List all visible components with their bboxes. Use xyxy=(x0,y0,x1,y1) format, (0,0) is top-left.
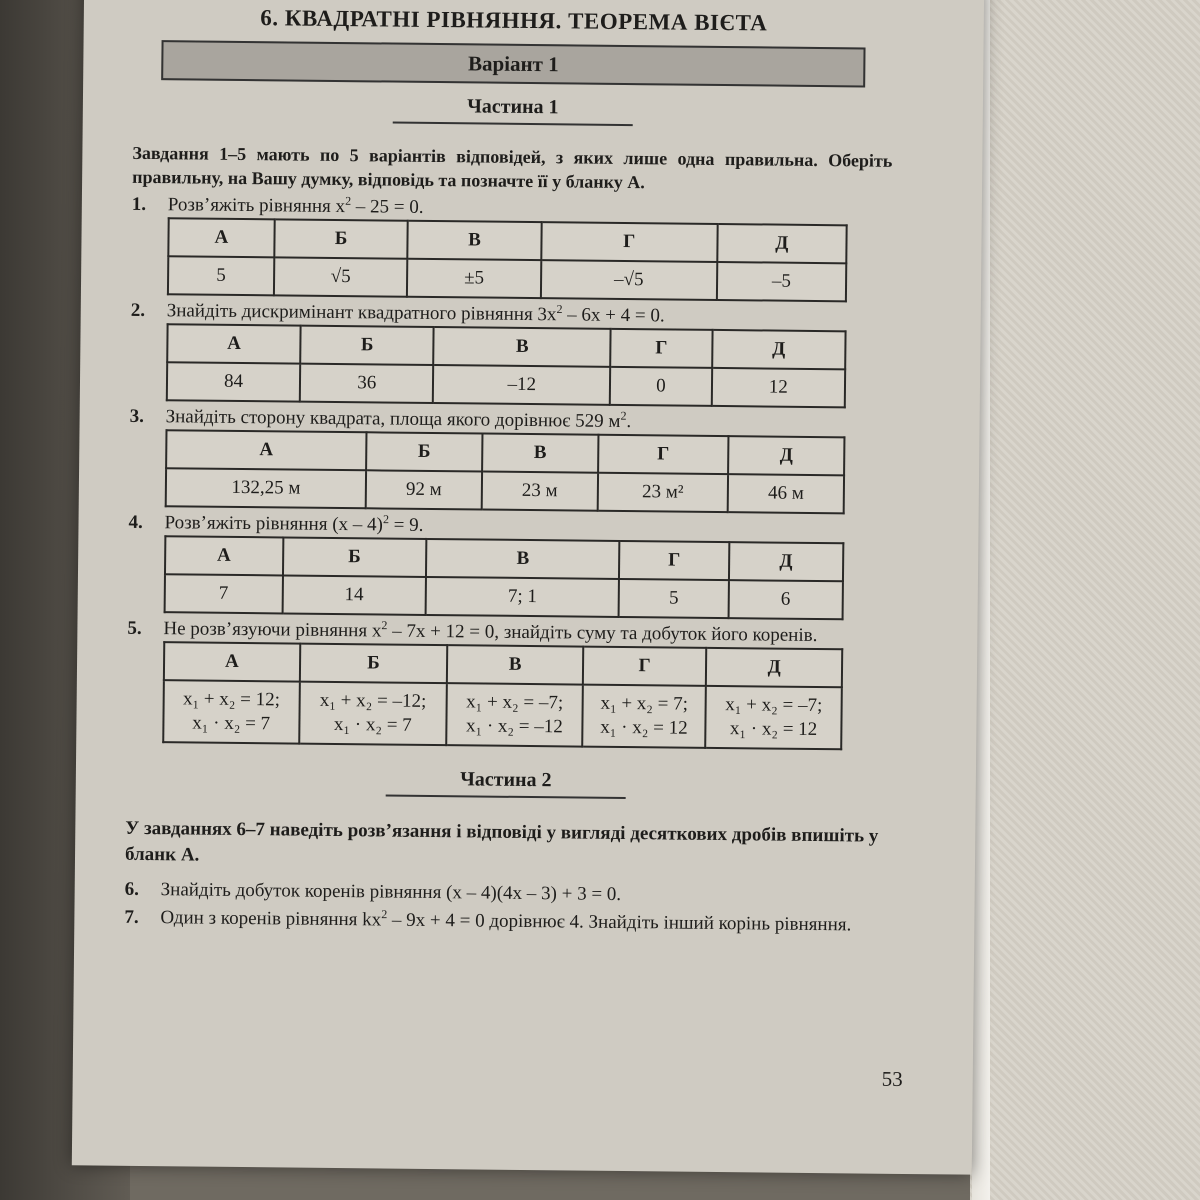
answer-option-letter: А xyxy=(167,324,301,363)
question-number: 1. xyxy=(131,193,147,215)
answer-option-letter: Д xyxy=(712,330,846,369)
question-text: Розв’яжіть рівняння (x – 4)$^2$ = 9. xyxy=(164,512,424,536)
answer-option-letter: Д xyxy=(717,224,847,263)
part1-title: Частина 1 xyxy=(393,95,633,127)
answer-option-value: 14 xyxy=(282,575,426,615)
answer-option-letter: Г xyxy=(583,647,707,686)
page-number: 53 xyxy=(881,1066,903,1091)
answer-option-letter: Г xyxy=(610,329,712,368)
answer-option-letter: Б xyxy=(366,432,482,471)
answer-option-value: 23 м xyxy=(482,472,598,511)
answer-option-letter: Б xyxy=(282,537,426,577)
answer-option-value: 5 xyxy=(619,579,729,618)
book-page xyxy=(72,0,984,1175)
answer-option-value: –12 xyxy=(433,365,610,405)
question-number: 2. xyxy=(130,299,146,321)
superscript: 2 xyxy=(382,512,390,527)
answer-option-value: 7; 1 xyxy=(426,577,620,617)
part1-instructions: Завдання 1–5 мають по 5 варіантів відповідей, з яких лише одна правильна. Оберіть правильну, на Вашу думку, відповідь та позначте її у бланку А. xyxy=(132,142,893,193)
question-number: 4. xyxy=(128,511,143,533)
answer-option-letter: В xyxy=(447,645,583,684)
answer-option-letter: А xyxy=(164,642,300,681)
answer-option-letter: В xyxy=(434,327,611,367)
answer-option-letter: Б xyxy=(300,326,434,365)
answer-values-row xyxy=(168,256,846,301)
question-number: 3. xyxy=(129,405,144,427)
answer-option-letter: Д xyxy=(728,436,844,475)
answer-option-value: 12 xyxy=(712,368,846,407)
answer-option-value xyxy=(446,683,582,746)
answer-values-row xyxy=(167,362,845,407)
part2-questions xyxy=(124,878,885,938)
answer-table xyxy=(165,429,846,514)
part2-instructions: У завданнях 6–7 наведіть розв’язання і відповіді у вигляді десяткових дробів впишіть у бланк А. xyxy=(124,817,879,866)
question-number: 6. xyxy=(124,878,140,900)
answer-option-value: √5 xyxy=(274,257,408,296)
answer-option-value: ±5 xyxy=(407,259,541,298)
answer-option-value xyxy=(582,685,706,748)
answer-option-value: 92 м xyxy=(366,470,482,509)
answer-option-letter: В xyxy=(482,434,598,473)
answer-option-letter: Б xyxy=(274,219,408,258)
answer-product: x₁ · x₂ = 7 xyxy=(333,713,412,736)
page-content xyxy=(124,4,894,938)
answer-sum: x₁ + x₂ = –12; xyxy=(319,689,427,712)
answer-values-row xyxy=(165,574,843,619)
answer-table xyxy=(162,641,843,750)
answer-option-value: 0 xyxy=(610,367,712,406)
answer-option-value: 36 xyxy=(300,364,434,403)
answer-values-row xyxy=(166,468,844,513)
answer-table xyxy=(167,217,848,302)
answer-option-letter: Д xyxy=(706,648,842,687)
background-cloth xyxy=(970,0,1200,1200)
answer-option-value xyxy=(706,686,842,749)
answer-product: x₁ · x₂ = 12 xyxy=(729,718,818,741)
chapter-title: 6. КВАДРАТНІ РІВНЯННЯ. ТЕОРЕМА ВІЄТА xyxy=(260,5,768,36)
answer-option-value: 23 м² xyxy=(597,473,728,512)
answer-option-value: 5 xyxy=(168,256,274,295)
answer-table xyxy=(166,323,847,408)
answer-option-value: 46 м xyxy=(728,474,844,513)
answer-option-value xyxy=(299,682,447,746)
superscript: 2 xyxy=(345,193,352,208)
question-text: Розв’яжіть рівняння $x^2 - 25 = 0$. xyxy=(167,193,424,218)
answer-option-letter: Д xyxy=(729,542,844,581)
answer-option-value xyxy=(163,680,299,743)
answer-option-letter: А xyxy=(165,536,283,575)
answer-option-letter: В xyxy=(426,539,620,579)
question-number: 7. xyxy=(124,906,139,928)
answer-option-value: 6 xyxy=(728,580,843,619)
answer-option-value: –5 xyxy=(717,262,847,301)
part1-questions xyxy=(126,193,892,751)
answer-option-value: 7 xyxy=(165,574,283,613)
answer-product: x₁ · x₂ = 7 xyxy=(192,712,271,735)
answer-sum: x₁ + x₂ = 12; xyxy=(182,688,281,711)
answer-option-value: 84 xyxy=(167,362,301,401)
answer-option-letter: Г xyxy=(619,541,729,580)
part2-question xyxy=(124,906,884,938)
answer-sum: x₁ + x₂ = –7; xyxy=(725,694,823,717)
answer-option-letter: А xyxy=(168,218,274,257)
answer-option-letter: А xyxy=(166,430,366,470)
superscript: 2 xyxy=(381,618,388,633)
answer-option-letter: Г xyxy=(541,222,717,262)
superscript: 2 xyxy=(556,301,563,317)
answer-values-row xyxy=(163,680,842,749)
answer-sum: x₁ + x₂ = –7; xyxy=(466,691,564,714)
question-number: 5. xyxy=(127,617,142,639)
answer-table xyxy=(164,535,845,620)
answer-option-letter: Б xyxy=(299,644,447,684)
question-text: Знайдіть дискримінант квадратного рівняння $3x^2 - 6x + 4 = 0$. xyxy=(166,300,665,327)
answer-option-letter: Г xyxy=(598,435,729,474)
superscript: 2 xyxy=(381,907,388,922)
answer-option-value: 132,25 м xyxy=(166,468,366,508)
answer-sum: x₁ + x₂ = 7; xyxy=(600,692,689,715)
superscript: 2 xyxy=(620,408,627,423)
part2-title: Частина 2 xyxy=(386,768,626,800)
answer-option-value: –√5 xyxy=(541,260,717,300)
answer-product: x₁ · x₂ = 12 xyxy=(600,716,688,739)
question-text: Знайдіть сторону квадрата, площа якого дорівнює 529 $м^2$. xyxy=(165,406,632,433)
question-text: Один з коренів рівняння $kx^2 - 9x + 4 = 0$ дорівнює 4. Знайдіть інший корінь рівняння. xyxy=(160,907,852,936)
answer-option-letter: В xyxy=(408,221,542,260)
part2-question xyxy=(125,878,885,910)
question-text: Не розв’язуючи рівняння $x^2 - 7x + 12 = 0$, знайдіть суму та добуток його коренів. xyxy=(163,618,818,647)
variant-banner: Варіант 1 xyxy=(161,40,865,87)
question-text: Знайдіть добуток коренів рівняння (x – 4)(4x – 3) + 3 = 0. xyxy=(160,879,622,905)
answer-product: x₁ · x₂ = –12 xyxy=(465,715,563,738)
